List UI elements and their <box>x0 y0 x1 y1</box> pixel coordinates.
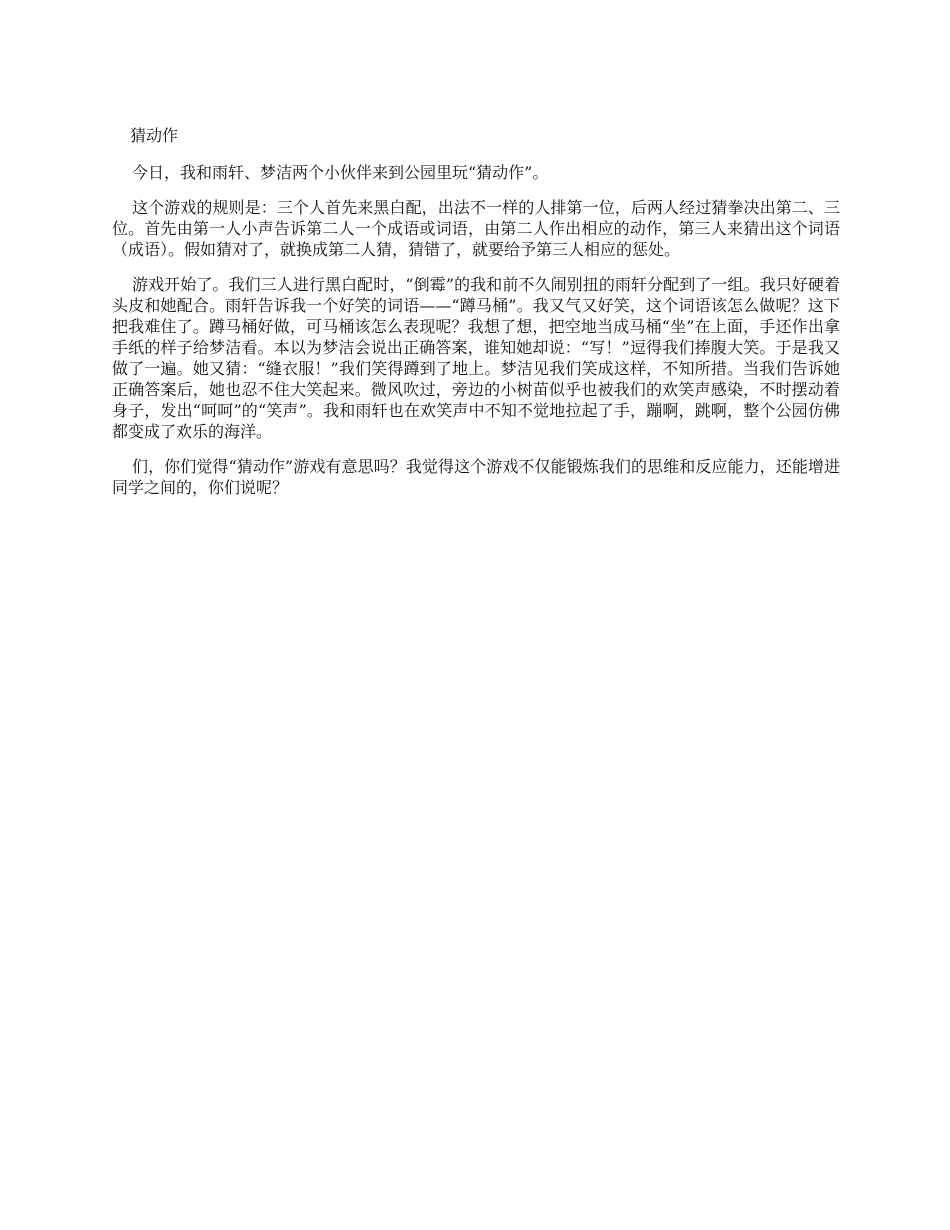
paragraph-conclusion: 们，你们觉得“猜动作”游戏有意思吗？我觉得这个游戏不仅能锻炼我们的思维和反应能力，还能增进同学之间的，你们说呢？ <box>112 457 840 497</box>
paragraph-rules: 这个游戏的规则是：三个人首先来黑白配，出法不一样的人排第一位，后两人经过猜拳决出第二、三位。首先由第一人小声告诉第二人一个成语或词语，由第二人作出相应的动作，第三人来猜出这个词语（成语）。假如猜对了，就换成第二人猜，猜错了，就要给予第三人相应的惩处。 <box>112 198 840 259</box>
paragraph-intro: 今日，我和雨轩、梦洁两个小伙伴来到公园里玩“猜动作”。 <box>132 163 549 182</box>
document-title: 猜动作 <box>130 126 179 145</box>
document-page <box>112 124 840 512</box>
paragraph-story: 游戏开始了。我们三人进行黑白配时，“倒霉”的我和前不久闹别扭的雨轩分配到了一组。我只好硬着头皮和她配合。雨轩告诉我一个好笑的词语——“蹲马桶”。我又气又好笑，这个词语该怎么做呢？这下把我难住了。蹲马桶好做，可马桶该怎么表现呢？我想了想，把空地当成马桶“坐”在上面，手还作出拿手纸的样子给梦洁看。本以为梦洁会说出正确答案，谁知她却说：“写！”逗得我们捧腹大笑。于是我又做了一遍。她又猜：“缝衣服！”我们笑得蹲到了地上。梦洁见我们笑成这样，不知所措。当我们告诉她正确答案后，她也忍不住大笑起来。微风吹过，旁边的小树苗似乎也被我们的欢笑声感染，不时摆动着身子，发出“呵呵”的“笑声”。我和雨轩也在欢笑声中不知不觉地拉起了手，蹦啊，跳啊，整个公园仿佛都变成了欢乐的海洋。 <box>112 275 840 441</box>
